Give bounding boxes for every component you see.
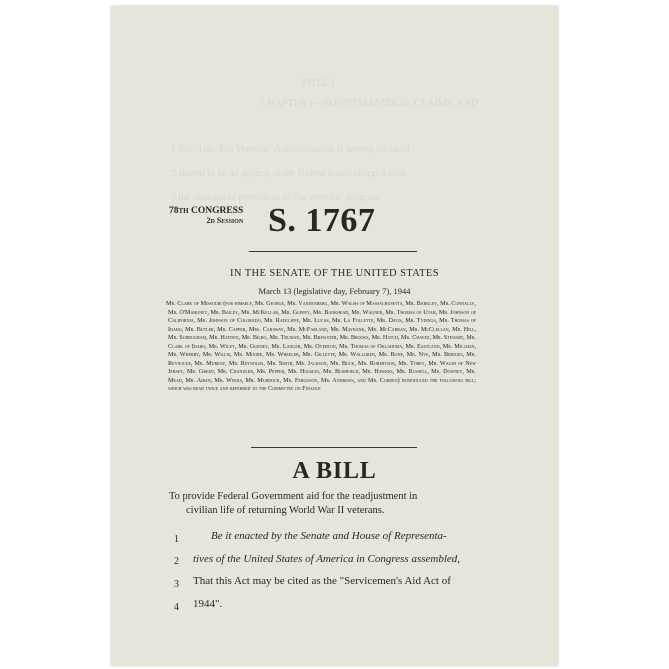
bill-heading: A BILL (292, 458, 377, 484)
show-through-text: TITLE I (301, 78, 335, 89)
line-number: 3 (174, 579, 179, 590)
congress-label: 78th CONGRESS (169, 206, 244, 216)
session-label: 2d Session (206, 216, 244, 225)
divider (251, 447, 417, 448)
show-through-text: CHAPTER I—HOSPITALIZATION, CLAIMS, AND (261, 98, 479, 109)
show-through-text: 2 shared to be an agency of the United States charged with (171, 168, 406, 179)
congress-session (169, 206, 243, 226)
show-through-text: 1 Sec. 100. The Veterans' Administration is hereby declared (171, 144, 410, 155)
senate-heading: IN THE SENATE OF THE UNITED STATES (230, 268, 439, 279)
bill-number: S. 1767 (268, 202, 376, 239)
line-number: 1 (174, 534, 179, 545)
bill-purpose (169, 490, 489, 518)
introduction-paragraph: Mr. Clark of Missouri (for himself, Mr. George, Mr. Vandenberg, Mr. Walsh of Massachusetts, Mr. Barkley, Mr. Connally, Mr. O'Mahoney, Mr. Bailey, Mr. McKellar, Mr. Guffey, Mr. Bankhead, Mr. Wagner, Mr. Thomas of Utah, Mr. Johnson of California, Mr. Johnson of Colorado, Mr. Radcliffe, Mr. Lucas, Mr. La Follette, Mr. Davis, Mr. Tydings, Mr. Thomas of Idaho, Mr. Butler, Mr. Capper, Mrs. Caraway, Mr. McFarland, Mr. Maybank, Mr. McCarran, Mr. McClellan, Mr. Hill, Mr. Schrugham, Mr. Hayden, Mr. Bilbo, Mr. Truman, Mr. Brewster, Mr. Brooks, Mr. Hatch, Mr. Chavez, Mr. Stewart, Mr. Clark of Idaho, Mr. Wiley, Mr. Gurney, Mr. Langer, Mr. Overton, Mr. Thomas of Oklahoma, Mr. Eastland, Mr. Millikin, Mr. Wherry, Mr. Willis, Mr. Moore, Mr. Wheeler, Mr. Gillette, Mr. Wallgren, Mr. Bone, Mr. Nye, Mr. Bridges, Mr. Reynolds, Mr. Murray, Mr. Reynolds, Mr. Smith, Mr. Jackson, Mr. Buck, Mr. Robertson, Mr. Tobey, Mr. Walsh of New Jersey, Mr. Green, Mr. Chandler, Mr. Pepper, Mr. Holman, Mr. Bushfield, Mr. Hawkes, Mr. Russell, Mr. Downey, Mr. Mead, Mr. Aiken, Mr. Weeks, Mr. Murdock, Mr. Ferguson, Mr. Andrews, and Mr. Corden) introduced the following bill; which was read twice and referred to the Committee on Finance (166, 300, 476, 393)
purpose-line-1: To provide Federal Government aid for the readjustment in (169, 491, 418, 502)
date-line: March 13 (legislative day, February 7), 1944 (258, 286, 411, 296)
line-number: 2 (174, 556, 179, 567)
bill-page (111, 6, 558, 666)
show-through-text: 3 the reasonable provisions of the veterans' program (171, 192, 380, 203)
purpose-line-2: civilian life of returning World War II veterans. (186, 505, 385, 516)
line-text: tives of the United States of America in Congress assembled, (193, 553, 461, 565)
line-text: That this Act may be cited as the "Servicemen's Aid Act of (193, 575, 451, 587)
divider (249, 251, 417, 252)
line-text: Be it enacted by the Senate and House of Representa- (211, 530, 447, 542)
line-number: 4 (174, 602, 179, 613)
line-text: 1944". (193, 598, 223, 610)
